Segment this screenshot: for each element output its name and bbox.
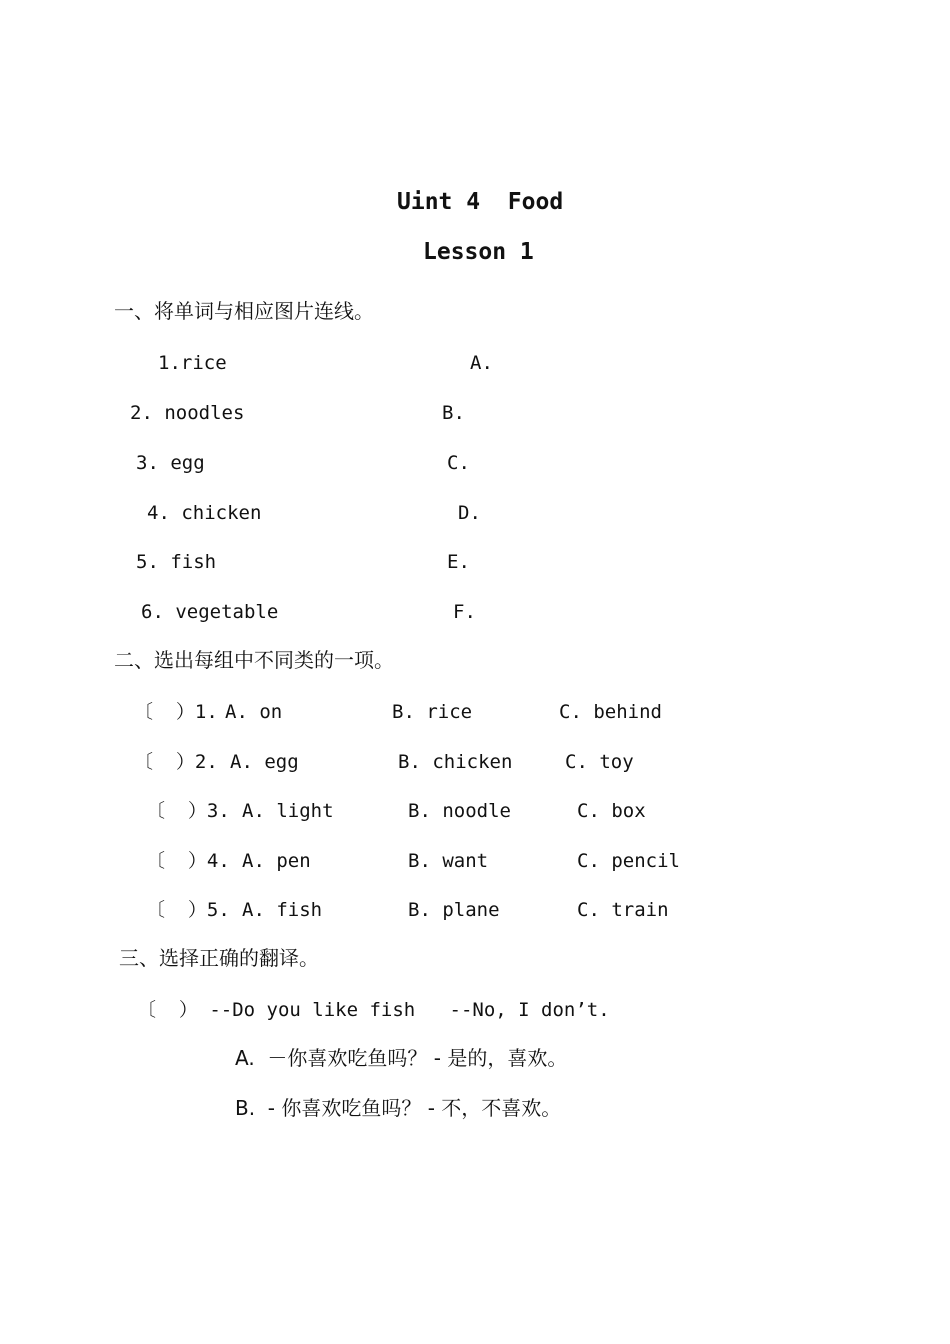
section2-heading: 二、选出每组中不同类的一项。 bbox=[114, 648, 394, 672]
match-letter: F. bbox=[453, 601, 476, 623]
option-b: B. noodle bbox=[408, 800, 511, 822]
question-number: 〔 ）4. bbox=[146, 850, 230, 872]
translation-option-a: A. －你喜欢吃鱼吗？ - 是的，喜欢。 bbox=[235, 1046, 568, 1070]
match-letter: D. bbox=[458, 502, 481, 524]
option-b: B. plane bbox=[408, 899, 500, 921]
match-letter: E. bbox=[447, 551, 470, 573]
match-word: 3. egg bbox=[136, 452, 205, 474]
match-word: 6. vegetable bbox=[141, 601, 279, 623]
option-c: C. box bbox=[577, 800, 646, 822]
question-number: 〔 ）1. bbox=[134, 701, 218, 723]
question-number: 〔 ）2. bbox=[134, 751, 218, 773]
match-letter: C. bbox=[447, 452, 470, 474]
option-a: A. on bbox=[225, 701, 283, 723]
option-c: C. pencil bbox=[577, 850, 680, 872]
unit-title: Uint 4 Food bbox=[397, 189, 564, 215]
match-word: 4. chicken bbox=[147, 502, 262, 524]
match-word: 2. noodles bbox=[130, 402, 245, 424]
question-number: 〔 ）5. bbox=[146, 899, 230, 921]
option-c: C. behind bbox=[559, 701, 662, 723]
option-a: A. fish bbox=[242, 899, 323, 921]
option-c: C. toy bbox=[565, 751, 634, 773]
match-letter: B. bbox=[442, 402, 465, 424]
translation-question: 〔 ） --Do you like fish --No, I don’t. bbox=[137, 999, 610, 1021]
match-word: 1.rice bbox=[158, 352, 227, 374]
option-a: A. egg bbox=[230, 751, 299, 773]
option-b: B. want bbox=[408, 850, 489, 872]
match-letter: A. bbox=[470, 352, 493, 374]
translation-option-b: B. - 你喜欢吃鱼吗？ - 不，不喜欢。 bbox=[235, 1096, 562, 1120]
section3-heading: 三、选择正确的翻译。 bbox=[119, 946, 319, 970]
match-word: 5. fish bbox=[136, 551, 217, 573]
option-b: B. rice bbox=[392, 701, 473, 723]
question-number: 〔 ）3. bbox=[146, 800, 230, 822]
section1-heading: 一、将单词与相应图片连线。 bbox=[114, 299, 374, 323]
option-b: B. chicken bbox=[398, 751, 513, 773]
option-c: C. train bbox=[577, 899, 669, 921]
lesson-title: Lesson 1 bbox=[423, 239, 534, 265]
option-a: A. pen bbox=[242, 850, 311, 872]
option-a: A. light bbox=[242, 800, 334, 822]
